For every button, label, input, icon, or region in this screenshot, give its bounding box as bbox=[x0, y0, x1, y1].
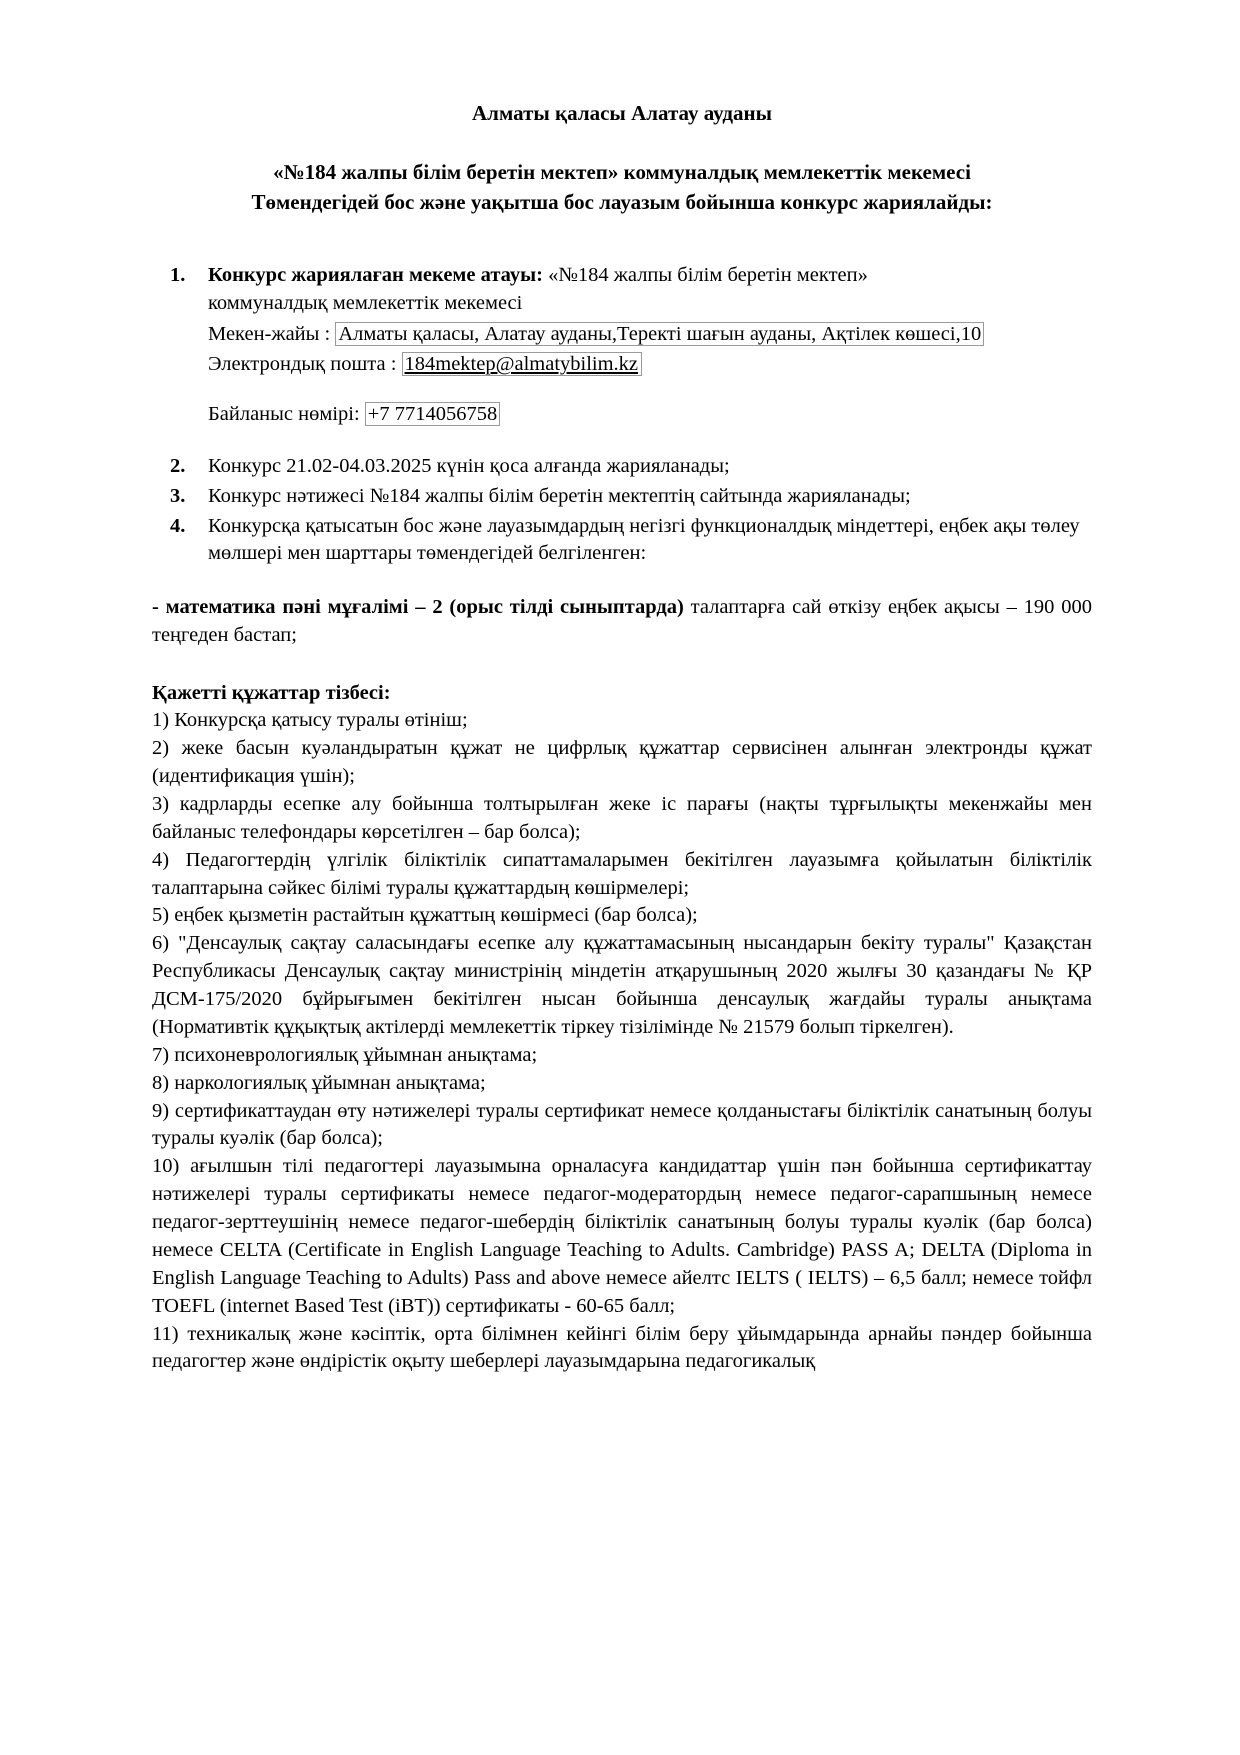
page-title: Алматы қаласы Алатау ауданы bbox=[472, 101, 772, 125]
institution-label: Конкурс жариялаған мекеме атауы: bbox=[208, 263, 543, 286]
doc-item-7: 7) психоневрологиялық ұйымнан анықтама; bbox=[152, 1043, 538, 1066]
institution-name-line2: коммуналдық мемлекеттік мекемесі bbox=[208, 292, 523, 315]
email-label: Электрондық пошта : bbox=[208, 353, 402, 376]
address-value: Алматы қаласы, Алатау ауданы,Теректі шағын ауданы, Ақтілек көшесі,10 bbox=[335, 322, 984, 346]
institution-name: «№184 жалпы білім беретін мектеп» bbox=[542, 263, 868, 286]
document-body bbox=[152, 100, 1092, 1376]
vacancy-paragraph bbox=[152, 594, 1092, 650]
email-row bbox=[208, 351, 1092, 379]
doc-item-9: 9) сертификаттаудан өту нәтижелері туралы сертификат немесе қолданыстағы біліктілік санатының болуы туралы куәлік (бар болса); bbox=[152, 1099, 1092, 1150]
vacancy-position: - математика пәні мұғалімі – 2 (орыс тілді сыныптарда) bbox=[152, 596, 684, 619]
doc-item-4: 4) Педагогтердің үлгілік біліктілік сипаттамаларымен бекітілген лауазымға қойылатын біліктілік талаптарына сәйкес білімі туралы құжаттардың көшірмелері; bbox=[152, 848, 1092, 899]
list-text-2: Конкурс 21.02-04.03.2025 күнін қоса алғанда жарияланады; bbox=[208, 454, 730, 477]
required-documents-list bbox=[152, 707, 1092, 1376]
doc-item-5: 5) еңбек қызметін растайтын құжаттың көшірмесі (бар болса); bbox=[152, 904, 698, 927]
list-marker-3: 3. bbox=[170, 484, 186, 507]
phone-label: Байланыс нөмірі: bbox=[208, 402, 365, 425]
doc-item-6: 6) "Денсаулық сақтау саласындағы есепке алу құжаттамасының нысандарын бекіту туралы" Қазақстан Республикасы Денсаулық сақтау министрінің міндетін атқарушының 2020 жылғы 30 қазандағы № ҚР ДСМ-175/2020 бұйрығымен бекітілген нысан бойынша денсаулық жағдайы туралы анықтама (Нормативтік құқықтық актілерді мемлекеттік тіркеу тізілімінде № 21579 болып тіркелген). bbox=[152, 932, 1092, 1038]
institution-name-line bbox=[208, 262, 1092, 290]
doc-item-11: 11) техникалық және кәсіптік, орта білімнен кейінгі білім беру ұйымдарында арнайы пәндер бойынша педагогтер және өндірістік оқыту шеберлері лауазымдарына педагогикалық bbox=[152, 1322, 1092, 1373]
address-label: Мекен-жайы : bbox=[208, 323, 336, 346]
doc-item-1: 1) Конкурсқа қатысу туралы өтініш; bbox=[152, 709, 468, 732]
doc-item-3: 3) кадрларды есепке алу бойынша толтырылған жеке іс парағы (нақты тұрғылықты мекенжайы мен байланыс телефондары көрсетілген – бар болса); bbox=[152, 792, 1092, 843]
phone-row bbox=[208, 401, 1092, 429]
documents-heading: Қажетті құжаттар тізбесі: bbox=[152, 682, 391, 705]
subtitle-line-1: «№184 жалпы білім беретін мектеп» коммуналдық мемлекеттік мекемесі bbox=[273, 159, 971, 184]
list-item-results bbox=[152, 483, 1092, 511]
spacer bbox=[152, 439, 1092, 453]
list-item-dates bbox=[152, 453, 1092, 481]
address-row bbox=[208, 319, 1092, 351]
announcement-list bbox=[152, 262, 1092, 569]
list-item-duties bbox=[152, 513, 1092, 569]
list-text-4: Конкурсқа қатысатын бос және лауазымдардың негізгі функционалдық міндеттері, еңбек ақы төлеу мөлшері мен шарттары төмендегідей белгіленген: bbox=[208, 514, 1080, 565]
phone-value: +7 7714056758 bbox=[365, 402, 500, 426]
list-marker-4: 4. bbox=[170, 514, 186, 537]
vacancy-salary: талаптарға сай өткізу еңбек ақысы – 190 000 теңгеден бастап; bbox=[152, 596, 1092, 647]
subtitle-line-2: Төмендегідей бос және уақытша бос лауазым бойынша конкурс жариялайды: bbox=[251, 189, 993, 214]
doc-item-8: 8) наркологиялық ұйымнан анықтама; bbox=[152, 1071, 486, 1094]
list-marker-2: 2. bbox=[170, 454, 186, 477]
email-value[interactable]: 184mektep@almatybilim.kz bbox=[402, 352, 643, 376]
document-subtitle bbox=[152, 158, 1092, 218]
list-item-institution bbox=[152, 262, 1092, 429]
list-text-3: Конкурс нәтижесі №184 жалпы білім беретін мектептің сайтында жарияланады; bbox=[208, 484, 911, 507]
doc-item-2: 2) жеке басын куәландыратын құжат не цифрлық құжаттар сервисінен алынған электронды құжат (идентификация үшін); bbox=[152, 737, 1092, 788]
list-marker-1: 1. bbox=[170, 263, 186, 286]
doc-item-10: 10) ағылшын тілі педагогтері лауазымына орналасуға кандидаттар үшін пән бойынша сертификаттау нәтижелері туралы сертификаты немесе педагог-модератордың немесе педагог-сарапшының немесе педагог-зерттеушінің немесе педагог-шебердің біліктілік санатының болуы туралы куәлік (бар болса) немесе CELTA (Certificate in English Language Teaching to Adults. Cambridge) PASS A; DELTA (Diploma in English Language Teaching to Adults) Pass and above немесе айелтс IELTS ( IELTS) – 6,5 балл; немесе тойфл TOEFL (internet Based Test (iBT)) сертификаты - 60-65 балл; bbox=[152, 1155, 1092, 1317]
